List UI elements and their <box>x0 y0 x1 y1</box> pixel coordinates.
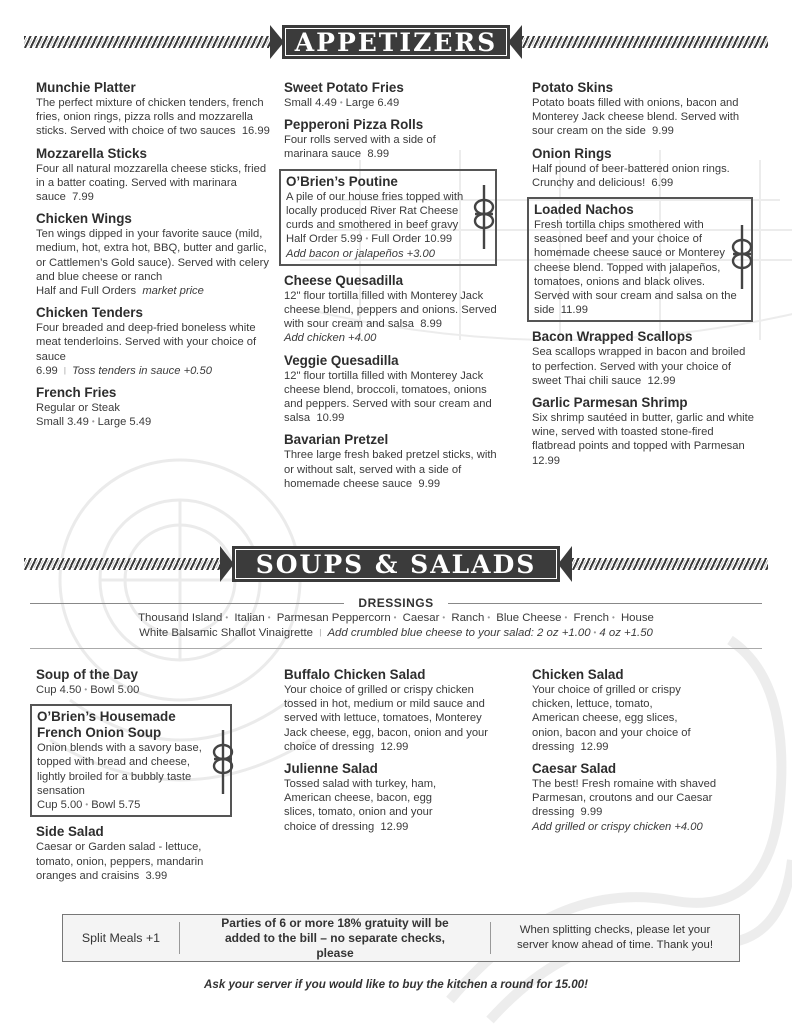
appetizers-column-1 <box>36 80 272 437</box>
policy-box <box>62 914 740 962</box>
item-name: Caesar Salad <box>532 761 617 777</box>
item-description: 12" flour tortilla filled with Monterey Jack cheese blend, broccoli, tomatoes, onions and peppers. Served with sour cream and salsa 10.99 <box>284 369 492 425</box>
item-price: 9.99 <box>418 477 441 490</box>
dressings-list: Thousand Island • Italian • Parmesan Peppercorn • Caesar • Ranch • Blue Cheese • French • House <box>138 612 654 624</box>
dressings-note: White Balsamic Shallot Vinaigrette | Add crumbled blue cheese to your salad: 2 oz +1.00 • 4 oz +1.50 <box>139 627 653 639</box>
item-description: Caesar or Garden salad - lettuce, tomato, onion, peppers, mandarin oranges and craisins 3.99 <box>36 841 204 882</box>
item-name: Potato Skins <box>532 80 614 95</box>
split-checks-note: When splitting checks, please let your server know ahead of time. Thank you! <box>516 924 714 951</box>
item-price: 16.99 <box>241 125 270 138</box>
soups-salads-banner <box>232 546 560 582</box>
menu-item <box>532 761 732 834</box>
menu-item <box>284 667 494 754</box>
rope-divider-right <box>522 36 768 48</box>
dressing-option: French <box>573 612 609 624</box>
dressing-option: Caesar <box>402 612 440 624</box>
menu-item <box>532 80 754 139</box>
item-price: 7.99 <box>72 191 94 204</box>
item-description: Tossed salad with turkey, ham, American cheese, bacon, egg slices, tomato, onion and your choice of dressing 12.99 <box>284 778 437 833</box>
item-addon: Add bacon or jalapeños +3.00 <box>286 247 435 260</box>
divider <box>30 648 762 649</box>
rope-divider-right <box>572 558 768 570</box>
item-description: Your choice of grilled or crispy chicken tossed in hot, medium or mild sauce and served with lettuce, tomatoes, Monterey Jack cheese, egg, bacon, onion and your choice of dressing 12.99 <box>284 684 489 753</box>
item-description: Half pound of beer-battered onion rings. Crunchy and delicious! 6.99 <box>532 162 730 189</box>
item-name: Bacon Wrapped Scallops <box>532 329 693 345</box>
menu-item <box>532 395 754 468</box>
item-description: Small 4.49 • Large 6.49 <box>284 97 400 110</box>
soups-salads-title: SOUPS & SALADS <box>235 549 557 579</box>
dressing-option: Thousand Island <box>138 612 223 624</box>
featured-item-box <box>527 197 753 322</box>
rope-divider-left <box>24 36 270 48</box>
item-price: 12.99 <box>647 374 676 387</box>
menu-item <box>36 385 272 429</box>
item-name: Bavarian Pretzel <box>284 432 389 448</box>
menu-item <box>36 146 272 205</box>
item-name: Mozzarella Sticks <box>36 145 147 161</box>
item-sizes: Half and Full Orders <box>36 285 137 298</box>
item-description: Cup 4.50 • Bowl 5.00 <box>36 684 140 697</box>
item-description: Fresh tortilla chips smothered with seasoned beef and your choice of homemade cheese sauce or Monterey cheese blend. Topped with jalapeños, tomatoes, onions and black olives. Served with sour cream and salsa on the side 11.99 <box>534 219 737 317</box>
item-size: Cup 5.00 <box>37 799 83 812</box>
item-description: Six shrimp sautéed in butter, garlic and white wine, served with toasted stone-fired flatbread points and topped with Parmesan 12.99 <box>532 412 755 467</box>
item-price: 9.99 <box>580 806 603 819</box>
item-name: Pepperoni Pizza Rolls <box>284 117 424 133</box>
blue-cheese-addon-large: 4 oz +1.50 <box>599 627 653 639</box>
item-price: 12.99 <box>380 820 409 833</box>
item-description: Your choice of grilled or crispy chicken, lettuce, tomato, American cheese, egg slices, onion, bacon and your choice of dressing 12.99 <box>532 684 691 753</box>
item-description: Sea scallops wrapped in bacon and broiled to perfection. Served with your choice of sweet Thai chili sauce 12.99 <box>532 346 746 387</box>
item-size: Small 3.49 <box>36 416 89 429</box>
item-description: Regular or Steak Small 3.49 • Large 5.49 <box>36 402 152 429</box>
item-name: Cheese Quesadilla <box>284 272 404 288</box>
item-size: Bowl 5.00 <box>90 684 140 697</box>
item-name: Veggie Quesadilla <box>284 352 399 368</box>
item-size: Cup 4.50 <box>36 684 82 697</box>
item-name: Chicken Tenders <box>36 305 143 321</box>
item-price: 12.99 <box>380 740 409 753</box>
featured-item-box <box>279 169 497 266</box>
menu-item <box>532 667 732 754</box>
item-description: The perfect mixture of chicken tenders, french fries, onion rings, pizza rolls and mozzarella sticks. Served with choice of two sauces 16.99 <box>36 97 270 138</box>
item-price: 6.99 <box>651 176 674 189</box>
menu-item <box>284 432 498 491</box>
dressing-option: Blue Cheese <box>496 612 562 624</box>
item-addon: Add chicken +4.00 <box>284 332 377 345</box>
item-description: Potato boats filled with onions, bacon and Monterey Jack cheese blend. Served with sour cream on the side 9.99 <box>532 97 740 138</box>
item-description: Four rolls served with a side of marinara sauce 8.99 <box>284 134 436 161</box>
item-name: Side Salad <box>36 824 104 840</box>
rope-knot-icon <box>729 225 755 289</box>
item-addon: Toss tenders in sauce +0.50 <box>72 364 212 377</box>
menu-item <box>36 305 272 378</box>
item-description: Three large fresh baked pretzel sticks, with or without salt, served with a side of homemade cheese sauce 9.99 <box>284 449 497 490</box>
item-name: Munchie Platter <box>36 80 136 95</box>
item-name: Buffalo Chicken Salad <box>284 667 426 682</box>
dressing-option: Parmesan Peppercorn <box>276 612 391 624</box>
item-price: 12.99 <box>532 454 560 467</box>
menu-item <box>284 761 494 834</box>
item-size: Large 6.49 <box>345 97 400 110</box>
item-size: Full Order 10.99 <box>371 233 453 246</box>
item-name: Loaded Nachos <box>534 202 634 218</box>
split-meals-note: Split Meals +1 <box>81 930 161 945</box>
appetizers-banner <box>282 25 510 59</box>
dressing-option: White Balsamic Shallot Vinaigrette <box>139 627 314 639</box>
item-price: 12.99 <box>580 740 609 753</box>
menu-item <box>36 211 272 298</box>
appetizers-column-2 <box>284 80 498 498</box>
item-name: O’Brien’s Housemade <box>37 709 176 725</box>
soups-column-3 <box>532 667 732 841</box>
item-description: Four all natural mozzarella cheese sticks, fried in a batter coating. Served with marinara sauce 7.99 <box>36 162 267 204</box>
item-price: 3.99 <box>145 869 168 882</box>
item-size: Large 5.49 <box>97 416 152 429</box>
item-price: 6.99 <box>36 364 58 377</box>
menu-item <box>36 824 236 883</box>
item-description: Onion blends with a savory base, topped with bread and cheese, lightly broiled for a bubbly taste sensation Cup 5.00 • Bowl 5.75 <box>37 742 202 812</box>
rope-knot-icon <box>471 185 497 249</box>
soups-column-1 <box>36 667 236 890</box>
menu-item <box>284 117 498 161</box>
item-description: Ten wings dipped in your favorite sauce (mild, medium, hot, extra hot, BBQ, butter and garlic, or Cattlemen’s Gold sauce). Served with celery and blue cheese or ranch Half and Full Orders market price <box>36 228 269 298</box>
item-price: 9.99 <box>652 125 674 138</box>
menu-item <box>284 273 498 346</box>
featured-item-box <box>30 704 232 817</box>
menu-item <box>532 146 754 190</box>
dressings-title: DRESSINGS <box>358 596 434 610</box>
dressing-option: Ranch <box>451 612 485 624</box>
item-description: 12" flour tortilla filled with Monterey Jack cheese blend, peppers and onions. Served with sour cream and salsa 8.99 Add chicken +4.00 <box>284 289 497 345</box>
item-name: Garlic Parmesan Shrimp <box>532 395 688 411</box>
item-price: 10.99 <box>316 412 345 425</box>
item-name: Chicken Salad <box>532 667 624 682</box>
appetizers-title: APPETIZERS <box>285 28 507 56</box>
item-name: French Fries <box>36 385 117 401</box>
dressing-option: House <box>620 612 654 624</box>
item-price: 8.99 <box>367 148 390 161</box>
rope-knot-icon <box>210 730 236 794</box>
item-price: 11.99 <box>560 304 588 317</box>
item-name: Chicken Wings <box>36 211 132 227</box>
blue-cheese-addon: Add crumbled blue cheese to your salad: 2 oz +1.00 <box>327 627 591 639</box>
item-size: Bowl 5.75 <box>91 799 141 812</box>
item-size: Half Order 5.99 <box>286 233 363 246</box>
item-name: O’Brien’s Poutine <box>286 173 398 189</box>
menu-item <box>284 353 498 426</box>
item-description: Four breaded and deep-fried boneless white meat tenderloins. Served with your choice of sauce 6.99 | Toss tenders in sauce +0.50 <box>36 322 257 377</box>
menu-item <box>532 329 754 388</box>
item-name: Sweet Potato Fries <box>284 80 404 95</box>
item-name: Julienne Salad <box>284 761 378 777</box>
item-price: 8.99 <box>420 318 442 331</box>
menu-item <box>36 80 272 139</box>
item-size: Small 4.49 <box>284 97 337 110</box>
item-name-line-2: French Onion Soup <box>37 725 162 741</box>
appetizers-column-3 <box>532 80 754 475</box>
soups-column-2 <box>284 667 494 841</box>
item-name: Onion Rings <box>532 145 612 161</box>
item-description: The best! Fresh romaine with shaved Parmesan, croutons and our Caesar dressing 9.99 Add grilled or crispy chicken +4.00 <box>532 778 717 833</box>
gratuity-note: Parties of 6 or more 18% gratuity will be added to the bill – no separate checks, please <box>221 915 449 960</box>
item-name: Soup of the Day <box>36 667 138 682</box>
menu-item <box>284 80 498 110</box>
item-addon: Add grilled or crispy chicken +4.00 <box>532 820 703 833</box>
market-price: market price <box>142 285 204 298</box>
rope-divider-left <box>24 558 220 570</box>
dressing-option: Italian <box>234 612 265 624</box>
kitchen-round-note: Ask your server if you would like to buy the kitchen a round for 15.00! <box>204 978 588 991</box>
menu-item <box>36 667 236 697</box>
item-description: A pile of our house fries topped with locally produced River Rat Cheese curds and smothered in beef gravy Half Order 5.99 • Full Order 10.99 Add bacon or jalapeños +3.00 <box>286 190 464 260</box>
